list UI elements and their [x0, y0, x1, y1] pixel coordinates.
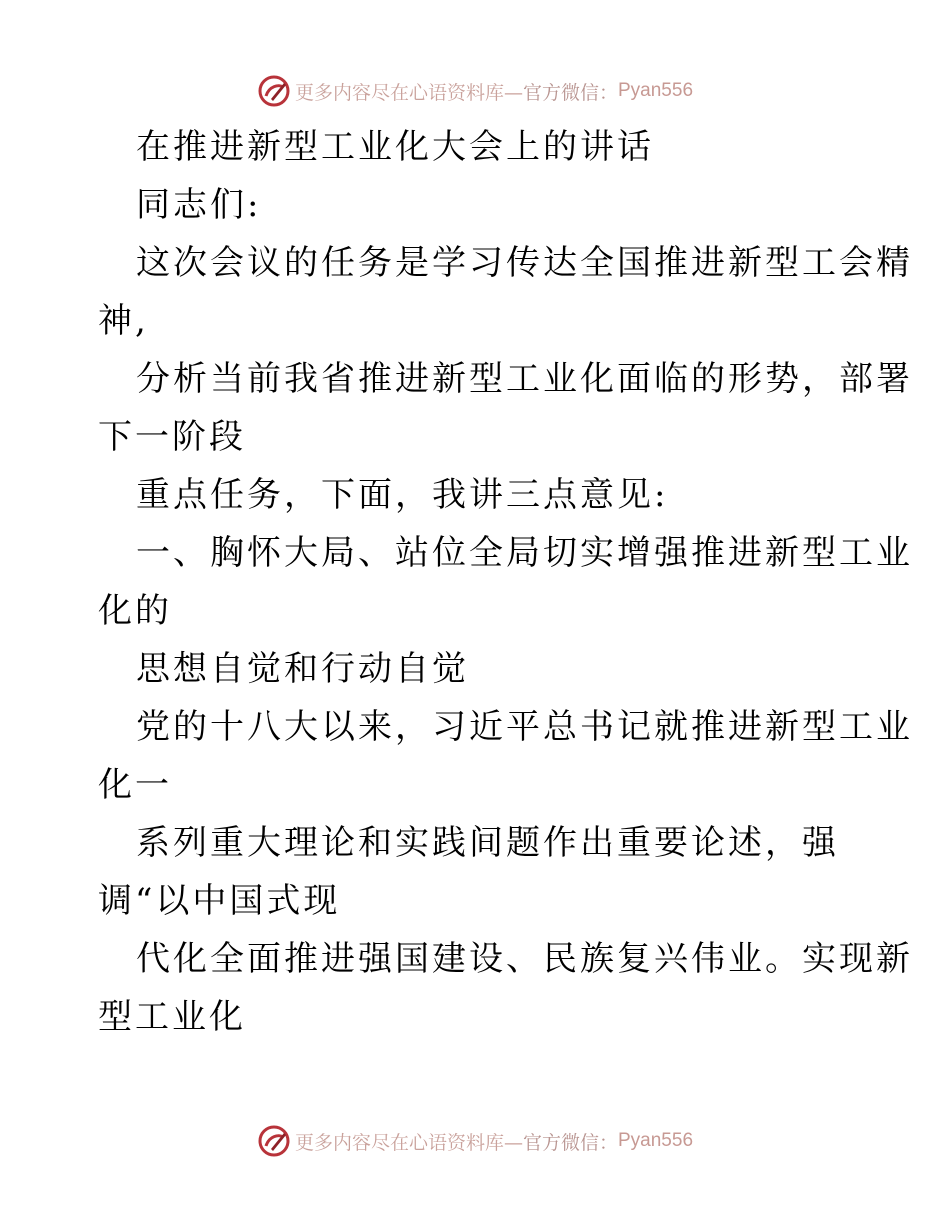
- watermark-wechat-id: Pyan556: [618, 1130, 694, 1151]
- paragraph-line: 重点任务，下面，我讲三点意见:: [136, 475, 669, 515]
- paragraph-line: 型工业化: [98, 997, 246, 1037]
- paragraph-line: 代化全面推进强国建设、民族复兴伟业。实现新: [136, 939, 913, 979]
- paragraph-line: 分析当前我省推进新型工业化面临的形势，部署: [136, 359, 913, 399]
- paragraph-line: 调“以中国式现: [98, 881, 341, 921]
- paragraph-line: 一、胸怀大局、站位全局切实增强推进新型工业: [136, 533, 913, 573]
- document-title: 在推进新型工业化大会上的讲话: [136, 127, 654, 167]
- watermark-wechat-label: 官方微信：: [522, 1131, 618, 1154]
- paragraph-line: 这次会议的任务是学习传达全国推进新型工会精: [136, 243, 913, 283]
- watermark-text: 更多内容尽在心语资料库—: [294, 1131, 523, 1154]
- paragraph-line: 同志们:: [136, 185, 262, 225]
- paragraph-line: 神,: [98, 301, 149, 341]
- brand-logo-icon: [257, 1124, 291, 1158]
- paragraph-line: 系列重大理论和实践间题作出重要论述，强: [136, 823, 839, 863]
- paragraph-line: 党的十八大以来，习近平总书记就推进新型工业: [136, 707, 913, 747]
- paragraph-line: 思想自觉和行动自觉: [136, 649, 469, 689]
- paragraph-line: 下一阶段: [98, 417, 246, 457]
- watermark-wechat-label: 官方微信：: [522, 81, 618, 104]
- watermark-text: 更多内容尽在心语资料库—: [294, 81, 523, 104]
- paragraph-line: 化一: [98, 765, 172, 805]
- watermark-wechat-id: Pyan556: [618, 80, 694, 101]
- paragraph-line: 化的: [98, 591, 172, 631]
- watermark-footer: [0, 1121, 950, 1161]
